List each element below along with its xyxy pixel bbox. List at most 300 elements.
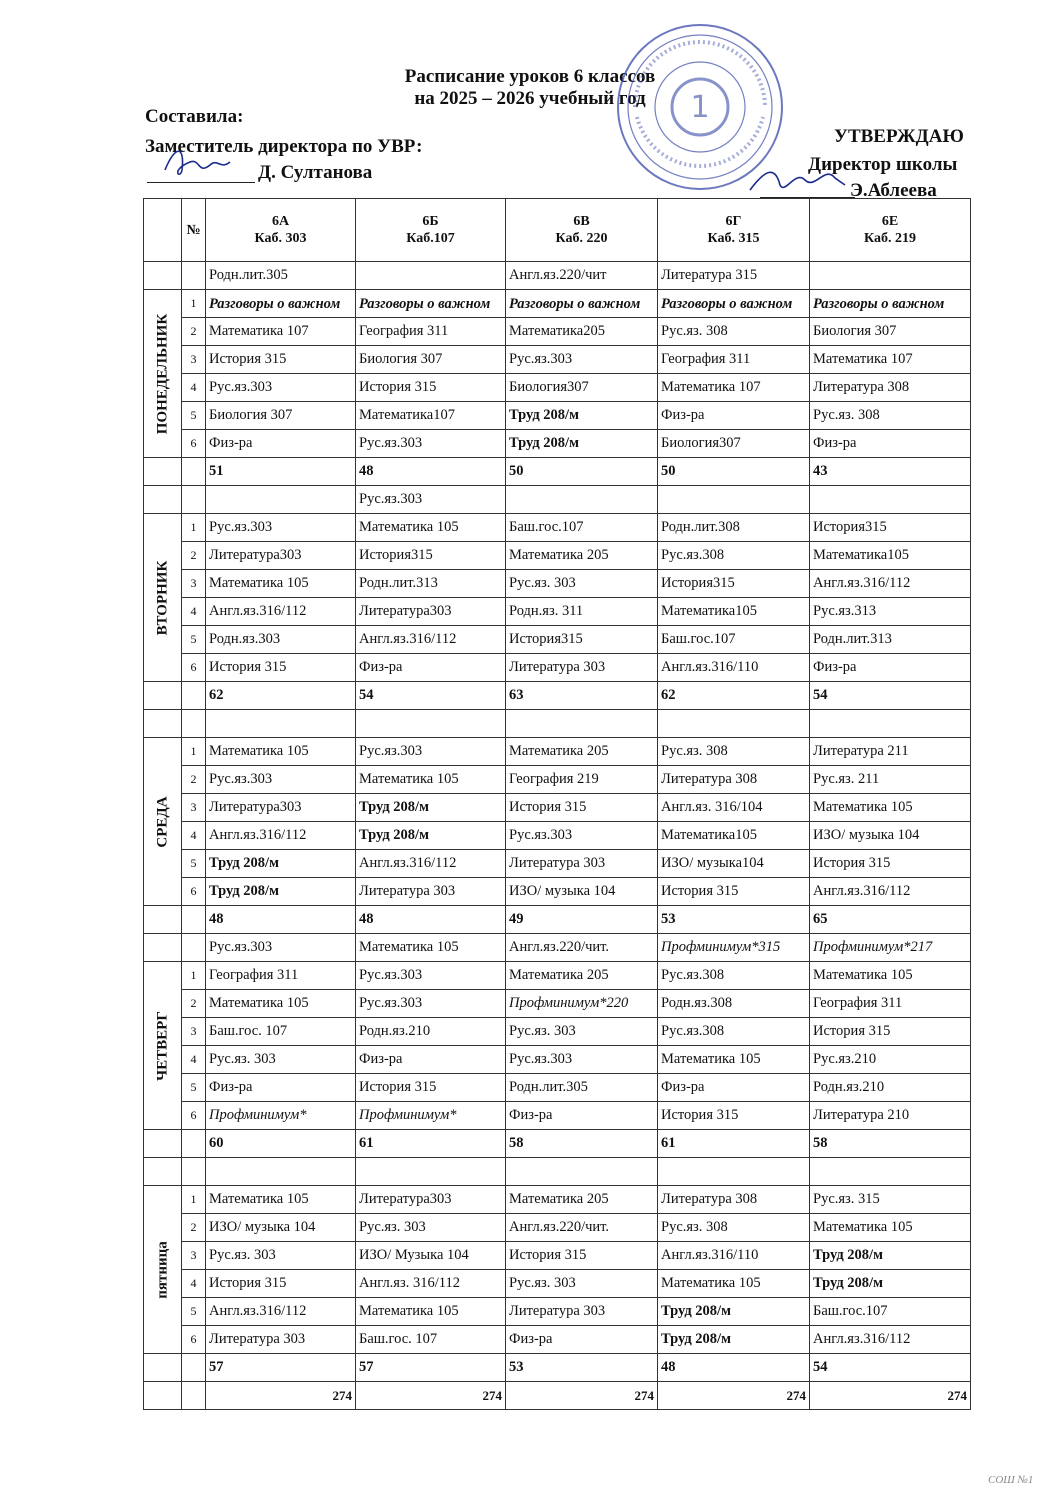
lesson-cell: История 315 [810,850,971,878]
lesson-cell: Литература 211 [810,738,971,766]
lesson-cell: Разговоры о важном [506,290,658,318]
lesson-cell: Физ-ра [206,1074,356,1102]
lesson-cell [506,710,658,738]
day-spacer [144,1158,182,1186]
lesson-cell: Рус.яз. 303 [206,1242,356,1270]
svg-text:1: 1 [690,90,710,125]
lesson-cell: Рус.яз.308 [658,1018,810,1046]
lesson-row [144,346,971,374]
day-label-cell [144,290,182,458]
lesson-cell: История 315 [356,374,506,402]
lesson-cell: Математика 205 [506,1186,658,1214]
total-points: 54 [810,682,971,710]
header-row [144,199,971,262]
lesson-cell: История 315 [206,346,356,374]
lesson-cell: Англ.яз.316/110 [658,654,810,682]
lesson-cell: Физ-ра [658,402,810,430]
lesson-cell [506,1158,658,1186]
lesson-cell: Родн.лит.308 [658,514,810,542]
lesson-cell: Биология 307 [206,402,356,430]
lesson-cell [810,710,971,738]
lesson-cell: Математика 105 [356,766,506,794]
lesson-cell: Профминимум* [356,1102,506,1130]
lesson-row [144,1046,971,1074]
lesson-cell: Математика 105 [206,738,356,766]
lesson-number-empty [182,682,206,710]
lesson-cell: Литература 303 [506,850,658,878]
lesson-cell [810,262,971,290]
grand-total: 274 [810,1382,971,1410]
total-points: 43 [810,458,971,486]
lesson-cell: Баш.гос.107 [506,514,658,542]
lesson-cell: Рус.яз.308 [658,542,810,570]
lesson-cell: История 315 [658,878,810,906]
lesson-cell: Литература 303 [506,1298,658,1326]
lesson-cell: Родн.яз.210 [356,1018,506,1046]
lesson-cell: Рус.яз. 308 [658,318,810,346]
zero-lesson-row [144,710,971,738]
lesson-row [144,1102,971,1130]
grand-total: 274 [206,1382,356,1410]
day-spacer [144,710,182,738]
lesson-cell: Литература303 [206,542,356,570]
lesson-cell: Труд 208/м [206,878,356,906]
lesson-row [144,514,971,542]
lesson-cell: История315 [356,542,506,570]
lesson-cell: Математика 105 [356,514,506,542]
total-points: 54 [810,1354,971,1382]
lesson-cell: Математика 205 [506,738,658,766]
lesson-cell: Разговоры о важном [658,290,810,318]
lesson-cell [206,710,356,738]
lesson-number: 3 [182,794,206,822]
lesson-cell: Профминимум* [206,1102,356,1130]
total-points: 48 [356,458,506,486]
lesson-cell: Математика 105 [356,934,506,962]
lesson-row [144,766,971,794]
total-points: 53 [506,1354,658,1382]
lesson-cell: Математика105 [810,542,971,570]
lesson-row [144,1018,971,1046]
lesson-cell [206,486,356,514]
lesson-cell: ИЗО/ музыка 104 [206,1214,356,1242]
lesson-row [144,570,971,598]
lesson-cell: Математика205 [506,318,658,346]
grand-spacer [144,1382,182,1410]
day-spacer [144,934,182,962]
total-points: 62 [206,682,356,710]
total-points: 48 [206,906,356,934]
totals-spacer [144,682,182,710]
lesson-cell: Математика 107 [206,318,356,346]
lesson-cell: Физ-ра [810,430,971,458]
lesson-number: 6 [182,1102,206,1130]
approval-signature [745,150,855,205]
lesson-cell [356,710,506,738]
header-class-6e [810,199,971,262]
lesson-cell: Рус.яз. 303 [506,1270,658,1298]
lesson-cell: Родн.яз. 311 [506,598,658,626]
header-day-cell [144,199,182,262]
lesson-number: 5 [182,626,206,654]
lesson-cell: Литература303 [356,1186,506,1214]
lesson-cell: Англ.яз.316/112 [206,598,356,626]
day-name: ВТОРНИК [154,560,170,635]
lesson-cell: Рус.яз.303 [356,738,506,766]
lesson-cell: Рус.яз. 308 [658,738,810,766]
header-num: № [182,199,206,262]
class-name: 6Г [725,214,742,229]
total-points: 50 [506,458,658,486]
compiled-by-position: Заместитель директора по УВР: [145,136,423,157]
lesson-cell: Рус.яз.303 [356,430,506,458]
lesson-cell: Рус.яз.303 [206,934,356,962]
lesson-cell: Физ-ра [506,1326,658,1354]
total-points: 57 [356,1354,506,1382]
lesson-cell: Рус.яз.303 [206,766,356,794]
lesson-number-empty [182,934,206,962]
lesson-cell: ИЗО/ музыка104 [658,850,810,878]
lesson-cell: Труд 208/м [810,1270,971,1298]
lesson-cell: Рус.яз.303 [356,486,506,514]
lesson-cell: Родн.яз.308 [658,990,810,1018]
lesson-cell: Математика 105 [810,794,971,822]
header-class-6a [206,199,356,262]
lesson-row [144,878,971,906]
lesson-cell: Разговоры о важном [206,290,356,318]
lesson-cell [506,486,658,514]
lesson-cell: Родн.лит.313 [810,626,971,654]
total-points: 60 [206,1130,356,1158]
lesson-cell: Баш.гос.107 [810,1298,971,1326]
lesson-row [144,654,971,682]
day-label-cell [144,514,182,682]
lesson-row [144,738,971,766]
totals-spacer [144,906,182,934]
lesson-cell [810,486,971,514]
lesson-cell: Математика105 [658,822,810,850]
total-points: 54 [356,682,506,710]
compiled-signature [160,140,240,185]
lesson-number-empty [182,262,206,290]
totals-row [144,1354,971,1382]
lesson-row [144,626,971,654]
total-points: 58 [810,1130,971,1158]
lesson-cell: Рус.яз.308 [658,962,810,990]
lesson-number: 4 [182,598,206,626]
lesson-cell: История315 [658,570,810,598]
lesson-number: 3 [182,570,206,598]
lesson-cell [810,1158,971,1186]
lesson-cell: Англ.яз.316/112 [810,878,971,906]
lesson-cell: Математика 205 [506,542,658,570]
lesson-number-empty [182,1382,206,1410]
lesson-cell: Математика 107 [658,374,810,402]
approval-label: УТВЕРЖДАЮ [834,126,964,147]
lesson-number: 6 [182,1326,206,1354]
lesson-cell: Физ-ра [658,1074,810,1102]
total-points: 63 [506,682,658,710]
lesson-cell: Рус.яз. 315 [810,1186,971,1214]
class-room: Каб.107 [406,231,455,246]
lesson-cell: История 315 [810,1018,971,1046]
lesson-cell: Англ.яз. 316/112 [356,1270,506,1298]
lesson-number-empty [182,1158,206,1186]
zero-lesson-row [144,486,971,514]
total-points: 50 [658,458,810,486]
lesson-cell: Литература 315 [658,262,810,290]
lesson-number: 5 [182,1298,206,1326]
total-points: 48 [356,906,506,934]
lesson-cell [356,262,506,290]
lesson-row [144,1242,971,1270]
lesson-cell: Литература 303 [506,654,658,682]
lesson-cell: Математика 105 [658,1046,810,1074]
lesson-cell: Математика105 [658,598,810,626]
lesson-number: 2 [182,542,206,570]
header-class-6v [506,199,658,262]
lesson-number-empty [182,1354,206,1382]
lesson-cell: Англ.яз.220/чит. [506,1214,658,1242]
lesson-cell: Рус.яз. 308 [810,402,971,430]
grand-total: 274 [506,1382,658,1410]
day-spacer [144,262,182,290]
totals-row [144,458,971,486]
lesson-cell: Биология 307 [810,318,971,346]
lesson-cell: Рус.яз. 308 [658,1214,810,1242]
lesson-row [144,542,971,570]
class-name: 6А [271,214,290,229]
lesson-cell: Математика 105 [206,1186,356,1214]
lesson-cell: Литература 303 [206,1326,356,1354]
lesson-cell: Англ.яз.316/112 [810,1326,971,1354]
compiled-by-label: Составила: [145,106,244,127]
totals-row [144,1130,971,1158]
lesson-cell: Англ.яз. 316/104 [658,794,810,822]
lesson-cell: Физ-ра [810,654,971,682]
lesson-number: 1 [182,962,206,990]
totals-row [144,906,971,934]
lesson-cell: Литература303 [206,794,356,822]
lesson-cell: Рус.яз.210 [810,1046,971,1074]
totals-spacer [144,1130,182,1158]
lesson-cell: ИЗО/ Музыка 104 [356,1242,506,1270]
lesson-row [144,1270,971,1298]
lesson-cell: Англ.яз.316/112 [206,1298,356,1326]
lesson-number: 2 [182,990,206,1018]
lesson-cell: Англ.яз.316/112 [356,626,506,654]
lesson-number: 1 [182,1186,206,1214]
lesson-cell: История315 [506,626,658,654]
lesson-number: 6 [182,878,206,906]
day-spacer [144,486,182,514]
lesson-cell: Литература303 [356,598,506,626]
lesson-cell: Труд 208/м [810,1242,971,1270]
lesson-row [144,794,971,822]
lesson-number: 2 [182,766,206,794]
lesson-cell: География 311 [356,318,506,346]
day-name: СРЕДА [154,795,170,848]
lesson-number: 2 [182,318,206,346]
lesson-cell: Литература 210 [810,1102,971,1130]
lesson-number: 5 [182,402,206,430]
lesson-row [144,962,971,990]
class-name: 6В [573,214,590,229]
lesson-number-empty [182,710,206,738]
zero-lesson-row [144,262,971,290]
lesson-number: 4 [182,822,206,850]
lesson-cell: Рус.яз.303 [506,346,658,374]
lesson-cell [658,1158,810,1186]
lesson-row [144,1186,971,1214]
lesson-number: 4 [182,1270,206,1298]
lesson-cell: Англ.яз.316/112 [810,570,971,598]
lesson-cell: Разговоры о важном [356,290,506,318]
lesson-cell: Математика 205 [506,962,658,990]
lesson-cell: Биология 307 [356,346,506,374]
lesson-row [144,1298,971,1326]
totals-spacer [144,458,182,486]
lesson-row [144,822,971,850]
total-points: 51 [206,458,356,486]
lesson-cell: Физ-ра [206,430,356,458]
lesson-cell: Математика 105 [810,1214,971,1242]
lesson-cell [206,1158,356,1186]
lesson-cell: Труд 208/м [356,822,506,850]
lesson-row [144,990,971,1018]
lesson-cell: Математика107 [356,402,506,430]
total-points: 57 [206,1354,356,1382]
lesson-cell: Литература 308 [810,374,971,402]
lesson-cell: Рус.яз.303 [356,990,506,1018]
lesson-cell: Рус.яз. 211 [810,766,971,794]
lesson-number: 3 [182,1018,206,1046]
lesson-number: 6 [182,430,206,458]
lesson-cell [658,710,810,738]
lesson-cell: Рус.яз. 303 [506,570,658,598]
lesson-number: 3 [182,1242,206,1270]
lesson-cell: Математика 105 [658,1270,810,1298]
lesson-cell: История 315 [206,654,356,682]
lesson-cell: Математика 105 [810,962,971,990]
lesson-number: 3 [182,346,206,374]
total-points: 65 [810,906,971,934]
day-name: ЧЕТВЕРГ [154,1010,170,1081]
lesson-cell: Родн.лит.313 [356,570,506,598]
day-label-cell [144,738,182,906]
day-label-cell [144,1186,182,1354]
totals-row [144,682,971,710]
zero-lesson-row [144,1158,971,1186]
total-points: 61 [356,1130,506,1158]
header-class-6b [356,199,506,262]
lesson-cell: Родн.яз.210 [810,1074,971,1102]
lesson-cell: Рус.яз.303 [506,1046,658,1074]
class-room: Каб. 315 [707,231,760,246]
lesson-cell: Родн.яз.303 [206,626,356,654]
lesson-number-empty [182,486,206,514]
lesson-number-empty [182,906,206,934]
header-class-6g [658,199,810,262]
lesson-cell: Биология307 [658,430,810,458]
compiled-by-name: Д. Султанова [258,162,373,183]
class-name: 6Б [422,214,439,229]
lesson-cell: География 311 [810,990,971,1018]
lesson-cell: Англ.яз.220/чит. [506,934,658,962]
lesson-cell: Труд 208/м [506,430,658,458]
lesson-number: 5 [182,850,206,878]
total-points: 53 [658,906,810,934]
lesson-cell: Биология307 [506,374,658,402]
lesson-cell: Рус.яз.303 [506,822,658,850]
page-title-line2: на 2025 – 2026 учебный год [414,88,646,109]
total-points: 48 [658,1354,810,1382]
lesson-cell: История 315 [506,794,658,822]
lesson-cell: Литература 308 [658,766,810,794]
lesson-number: 5 [182,1074,206,1102]
day-name: ПОНЕДЕЛЬНИК [154,313,170,434]
lesson-cell: Физ-ра [506,1102,658,1130]
lesson-cell: Профминимум*220 [506,990,658,1018]
lesson-row [144,1326,971,1354]
lesson-cell: Рус.яз. 303 [206,1046,356,1074]
zero-lesson-row [144,934,971,962]
lesson-number: 2 [182,1214,206,1242]
lesson-number: 4 [182,1046,206,1074]
watermark: СОШ №1 [988,1474,1034,1486]
lesson-cell: География 311 [658,346,810,374]
lesson-cell: Баш.гос.107 [658,626,810,654]
grand-total: 274 [356,1382,506,1410]
lesson-cell: История 315 [356,1074,506,1102]
lesson-row [144,430,971,458]
lesson-cell: Англ.яз.316/110 [658,1242,810,1270]
lesson-cell: Англ.яз.220/чит [506,262,658,290]
totals-spacer [144,1354,182,1382]
lesson-cell: Профминимум*315 [658,934,810,962]
lesson-cell: Математика 105 [206,990,356,1018]
day-label-cell [144,962,182,1130]
lesson-row [144,318,971,346]
lesson-number-empty [182,458,206,486]
class-room: Каб. 303 [254,231,307,246]
lesson-cell: Баш.гос. 107 [206,1018,356,1046]
lesson-cell: Профминимум*217 [810,934,971,962]
lesson-number-empty [182,1130,206,1158]
lesson-cell: Родн.лит.305 [506,1074,658,1102]
lesson-row [144,1074,971,1102]
lesson-row [144,374,971,402]
lesson-cell: Математика 105 [206,570,356,598]
page-title-line1: Расписание уроков 6 классов [404,66,656,87]
lesson-cell: Рус.яз. 303 [506,1018,658,1046]
lesson-cell: История 315 [506,1242,658,1270]
lesson-number: 1 [182,290,206,318]
class-room: Каб. 220 [555,231,608,246]
total-points: 49 [506,906,658,934]
lesson-cell [658,486,810,514]
lesson-cell [356,1158,506,1186]
lesson-cell: Родн.лит.305 [206,262,356,290]
lesson-cell: Математика 107 [810,346,971,374]
lesson-number: 1 [182,514,206,542]
lesson-cell: Труд 208/м [658,1298,810,1326]
lesson-cell: История 315 [658,1102,810,1130]
lesson-cell: Труд 208/м [206,850,356,878]
lesson-cell: ИЗО/ музыка 104 [810,822,971,850]
lesson-cell: Труд 208/м [658,1326,810,1354]
lesson-cell: Англ.яз.316/112 [206,822,356,850]
